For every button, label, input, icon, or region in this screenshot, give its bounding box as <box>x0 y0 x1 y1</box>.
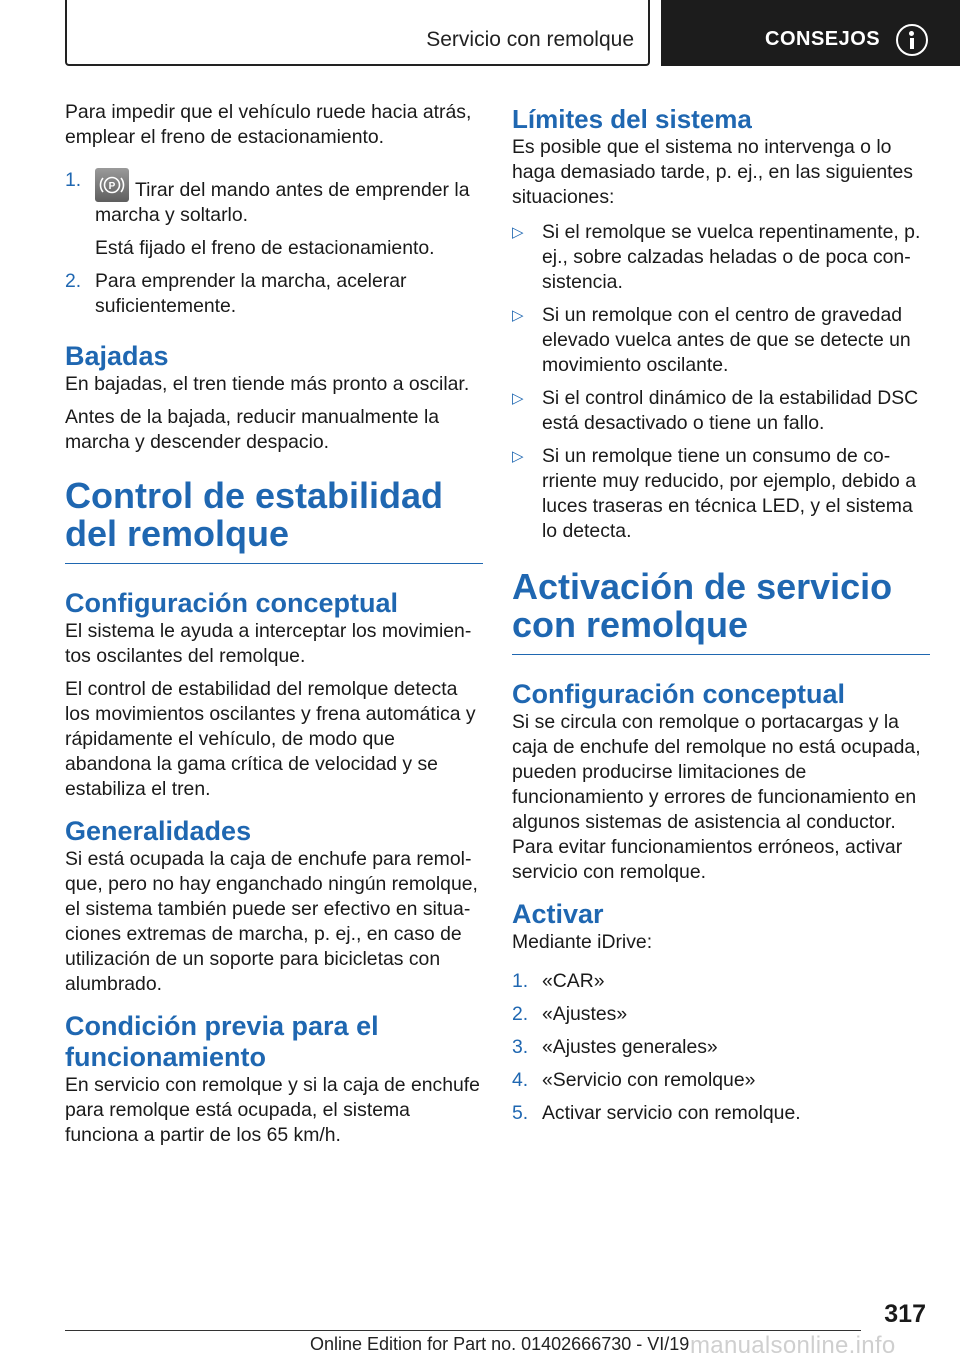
list-item: 4. «Servicio con remolque» <box>512 1069 756 1091</box>
list-item: 3. «Ajustes generales» <box>512 1036 718 1058</box>
paragraph: En servicio con remolque y si la caja de enchufe para remolque está ocupada, el sistema funciona a partir de los 65 km/h. <box>65 1074 480 1146</box>
section-title: Servicio con remolque <box>426 28 634 51</box>
paragraph: Si está ocupada la caja de enchufe para remolque, pero no hay enganchado ningún remolque, el sistema también puede ser efectivo en situaciones extremas de marcha, p. ej., en caso de utilización de un soporte para bicicletas con alumbrado. <box>65 848 478 995</box>
svg-text:P: P <box>108 181 116 192</box>
triangle-bullet-icon: ▷ <box>512 448 524 465</box>
right-column <box>512 104 930 1134</box>
list-item: ▷ Si el control dinámico de la estabilidad DSC está desactivado o tiene un fallo. <box>512 387 919 434</box>
paragraph: Es posible que el sistema no intervenga o lo haga demasiado tarde, p. ej., en las siguientes situaciones: <box>512 136 914 208</box>
chapter-label: CONSEJOS <box>765 28 881 50</box>
info-icon <box>896 24 928 56</box>
edition-footer: Online Edition for Part no. 01402666730 - VI/19 <box>310 1334 690 1354</box>
heading-activacion: Activación de servicio con remolque <box>512 568 930 655</box>
step-number: 1. <box>65 169 82 191</box>
paragraph: El control de estabilidad del remolque detecta los movimientos oscilantes y frena automática y rápidamente el vehículo, de modo que abandona la gama crítica de velocidad y se estabiliza el tren. <box>65 678 476 800</box>
heading-limites: Límites del sistema <box>512 104 752 134</box>
intro-paragraph: Para impedir que el vehículo ruede hacia atrás, emplear el freno de estacionamiento. <box>65 101 472 148</box>
footer-divider <box>65 1330 861 1331</box>
step-text: Para emprender la marcha, acelerar suficientemente. <box>95 270 407 317</box>
triangle-bullet-icon: ▷ <box>512 307 524 324</box>
paragraph: Antes de la bajada, reducir manualmente la marcha y descender despacio. <box>65 406 440 453</box>
list-item: 2. «Ajustes» <box>512 1003 628 1025</box>
list-item: 1. «CAR» <box>512 970 605 992</box>
step-number: 2. <box>65 270 82 292</box>
watermark: manualsonline.info <box>690 1332 896 1359</box>
chapter-tab[interactable] <box>661 0 960 66</box>
parking-brake-icon <box>95 168 129 202</box>
paragraph: Si se circula con remolque o portacargas y la caja de enchufe del remolque no está ocupada, pueden producirse limitaciones de funcionamiento y errores de funcionamiento en algunos sistemas de asistencia al conductor. Para evitar funcionamientos erróneos, activar servicio con remolque. <box>512 711 921 883</box>
list-item: ▷ Si un remolque con el centro de gravedad elevado vuelca antes de que se detecte un movimiento oscilante. <box>512 304 911 376</box>
step-text: Tirar del mando antes de emprender la marcha y soltarlo. <box>95 179 470 226</box>
running-header <box>65 0 650 66</box>
heading-configuracion-2: Configuración conceptual <box>512 679 846 709</box>
paragraph: El sistema le ayuda a interceptar los movimientos oscilantes del remolque. <box>65 620 472 667</box>
triangle-bullet-icon: ▷ <box>512 224 524 241</box>
paragraph: En bajadas, el tren tiende más pronto a oscilar. <box>65 373 470 395</box>
heading-bajadas: Bajadas <box>65 341 169 371</box>
step-result: Está fijado el freno de estacionamiento. <box>95 237 435 259</box>
list-item: ▷ Si el remolque se vuelca repentinamente, p. ej., sobre calzadas heladas o de poca consistencia. <box>512 221 921 293</box>
triangle-bullet-icon: ▷ <box>512 390 524 407</box>
list-item: 5. Activar servicio con remolque. <box>512 1102 801 1124</box>
heading-activar: Activar <box>512 899 604 929</box>
page-number: 317 <box>884 1300 926 1328</box>
left-column <box>65 100 483 1156</box>
heading-configuracion: Configuración conceptual <box>65 588 399 618</box>
heading-condicion: Condición previa para el funcionamiento <box>65 1011 379 1072</box>
list-item <box>65 269 483 319</box>
heading-generalidades: Generalidades <box>65 816 252 846</box>
heading-control-estabilidad: Control de estabilidad del remolque <box>65 477 483 564</box>
list-item: ▷ Si un remolque tiene un consumo de corriente muy reducido, por ejemplo, debido a luces traseras en técnica LED, y el sistema lo detecta. <box>512 445 917 542</box>
paragraph: Mediante iDrive: <box>512 931 653 953</box>
list-item <box>65 168 483 228</box>
